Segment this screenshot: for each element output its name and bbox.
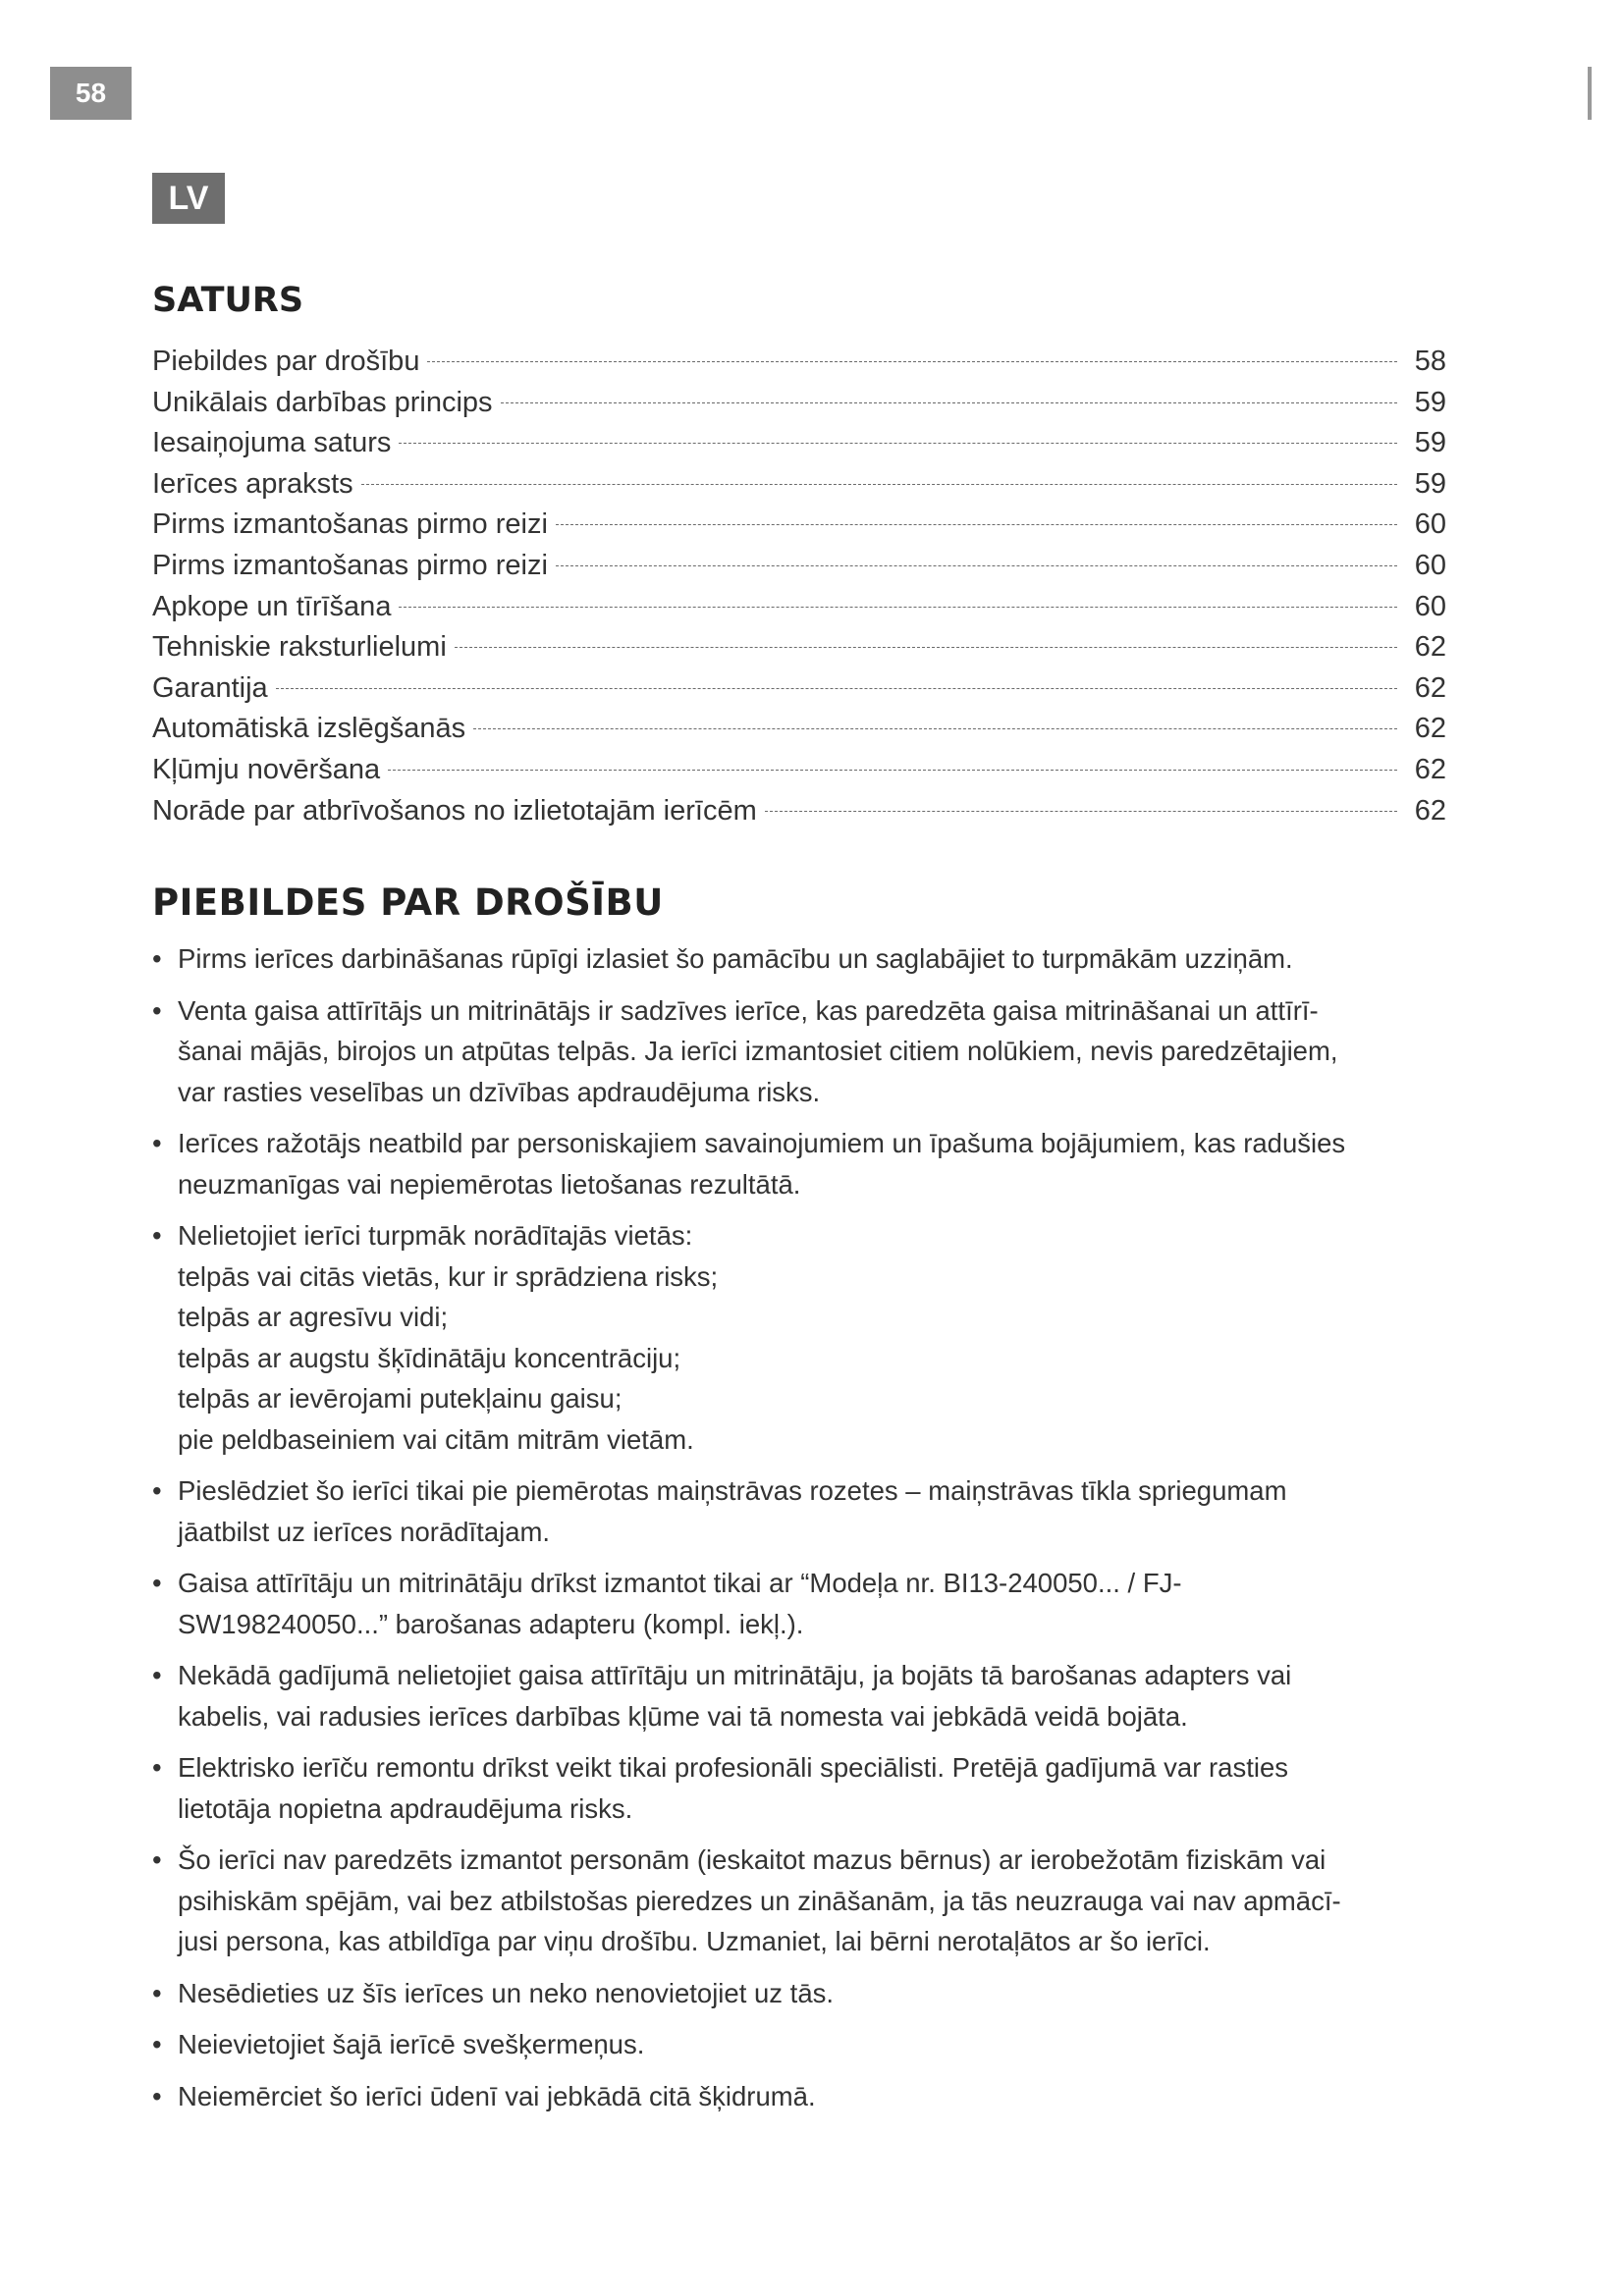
safety-item — [152, 990, 1448, 1113]
safety-section-title: PIEBILDES PAR DROŠĪBU — [152, 881, 664, 924]
safety-item — [152, 1973, 1448, 2014]
toc-entry-page: 62 — [1414, 671, 1446, 704]
toc-entry-page: 59 — [1414, 427, 1446, 459]
toc-entry-page: 62 — [1414, 753, 1446, 785]
toc-entry-label: Apkope un tīrīšana — [152, 590, 392, 622]
toc-leader-dots — [388, 770, 1397, 771]
safety-item-line: Pirms ierīces darbināšanas rūpīgi izlasiet šo pamācību un saglabājiet to turpmākām uzziņām. — [178, 943, 1293, 974]
toc-leader-dots — [501, 402, 1397, 403]
toc-entry[interactable] — [152, 387, 1446, 428]
safety-item — [152, 1655, 1448, 1736]
bullet-icon: • — [152, 1475, 162, 1506]
toc-leader-dots — [556, 524, 1397, 525]
toc-entry-label: Norāde par atbrīvošanos no izlietotajām ierīcēm — [152, 794, 757, 827]
safety-item — [152, 2076, 1448, 2117]
safety-item-line: telpās ar augstu šķīdinātāju koncentrāciju; — [178, 1342, 681, 1373]
toc-entry-page: 62 — [1414, 631, 1446, 664]
toc-entry-label: Pirms izmantošanas pirmo reizi — [152, 508, 548, 541]
safety-item — [152, 1123, 1448, 1204]
toc-entry-page: 59 — [1414, 467, 1446, 500]
toc-entry[interactable] — [152, 672, 1446, 714]
toc-leader-dots — [473, 728, 1397, 729]
safety-item-line: Gaisa attīrītāju un mitrinātāju drīkst izmantot tikai ar “Modeļa nr. BI13-240050... / FJ- — [178, 1568, 1182, 1598]
toc-entry-page: 59 — [1414, 386, 1446, 418]
toc-leader-dots — [427, 361, 1397, 362]
toc-leader-dots — [399, 607, 1397, 608]
toc-title: SATURS — [152, 281, 304, 320]
safety-item-line: Venta gaisa attīrītājs un mitrinātājs ir sadzīves ierīce, kas paredzēta gaisa mitrināšanai un attīrī- — [178, 994, 1319, 1026]
safety-item — [152, 1563, 1448, 1644]
toc-entry-label: Unikālais darbības princips — [152, 386, 493, 418]
safety-item-line: kabelis, vai radusies ierīces darbības kļūme vai tā nomesta vai jebkādā veidā bojāta. — [178, 1700, 1188, 1732]
toc-entry-page: 62 — [1414, 713, 1446, 745]
toc-entry-label: Garantija — [152, 671, 268, 704]
safety-item — [152, 1215, 1448, 1460]
bullet-icon: • — [152, 1660, 162, 1690]
toc-entry-label: Iesaiņojuma saturs — [152, 427, 392, 459]
bullet-icon: • — [152, 994, 162, 1026]
toc-leader-dots — [399, 443, 1397, 444]
toc-entry-page: 58 — [1414, 346, 1446, 377]
toc-entry-page: 60 — [1414, 508, 1446, 541]
safety-item-line: šanai mājās, birojos un atpūtas telpās. Ja ierīci izmantosiet citiem nolūkiem, nevis paredzētajiem, — [178, 1036, 1338, 1066]
safety-item-line: telpās ar agresīvu vidi; — [178, 1302, 449, 1332]
safety-item-line: telpās ar ievērojami putekļainu gaisu; — [178, 1383, 623, 1414]
toc-entry[interactable] — [152, 713, 1446, 754]
toc-entry[interactable] — [152, 795, 1446, 836]
page-number: 58 — [50, 67, 132, 120]
toc-leader-dots — [765, 811, 1397, 812]
safety-item-line: Šo ierīci nav paredzēts izmantot personām (ieskaitot mazus bērnus) ar ierobežotām fiziskām vai — [178, 1844, 1326, 1875]
safety-item-line: Elektrisko ierīču remontu drīkst veikt tikai profesionāli speciālisti. Pretējā gadījumā var rasties — [178, 1752, 1289, 1783]
toc-entry[interactable] — [152, 631, 1446, 672]
bullet-icon: • — [152, 1128, 162, 1158]
toc-entry[interactable] — [152, 754, 1446, 795]
safety-item-line: Neievietojiet šajā ierīcē svešķermeņus. — [178, 2029, 645, 2059]
safety-item-line: telpās vai citās vietās, kur ir sprādziena risks; — [178, 1260, 719, 1292]
safety-item-line: psihiskām spējām, vai bez atbilstošas pieredzes un zināšanām, ja tās neuzrauga vai nav apmācī- — [178, 1885, 1341, 1916]
bullet-icon: • — [152, 2080, 162, 2111]
toc-leader-dots — [361, 484, 1397, 485]
toc-entry-page: 60 — [1414, 590, 1446, 622]
safety-item — [152, 1747, 1448, 1829]
safety-item — [152, 2024, 1448, 2065]
safety-item-line: Nesēdieties uz šīs ierīces un neko nenovietojiet uz tās. — [178, 1977, 835, 2008]
bullet-icon: • — [152, 1752, 162, 1783]
toc-entry[interactable] — [152, 550, 1446, 591]
safety-item-line: Pieslēdziet šo ierīci tikai pie piemērotas maiņstrāvas rozetes – maiņstrāvas tīkla spriegumam — [178, 1475, 1287, 1506]
toc-entry-page: 60 — [1414, 549, 1446, 581]
bullet-icon: • — [152, 1220, 162, 1251]
bullet-icon: • — [152, 2029, 162, 2059]
safety-item-line: Nekādā gadījumā nelietojiet gaisa attīrītāju un mitrinātāju, ja bojāts tā barošanas adapters vai — [178, 1660, 1292, 1690]
toc-entry[interactable] — [152, 346, 1446, 387]
toc-entry-label: Ierīces apraksts — [152, 467, 353, 500]
toc-entry[interactable] — [152, 508, 1446, 550]
safety-item — [152, 938, 1448, 980]
safety-item-line: var rasties veselības un dzīvības apdraudējuma risks. — [178, 1076, 821, 1107]
toc-leader-dots — [276, 688, 1397, 689]
safety-item-line: pie peldbaseiniem vai citām mitrām vietām. — [178, 1423, 694, 1455]
toc-leader-dots — [556, 565, 1397, 566]
header-rule — [1588, 67, 1592, 120]
toc-entry-label: Piebildes par drošību — [152, 346, 420, 377]
safety-item-line: lietotāja nopietna apdraudējuma risks. — [178, 1792, 633, 1824]
toc-entry[interactable] — [152, 427, 1446, 468]
safety-item-line: SW198240050...” barošanas adapteru (kompl. iekļ.). — [178, 1608, 804, 1639]
bullet-icon: • — [152, 1977, 162, 2008]
safety-item-line: jusi persona, kas atbildīga par viņu drošību. Uzmaniet, lai bērni nerotaļātos ar šo ierīci. — [178, 1926, 1211, 1956]
bullet-icon: • — [152, 1844, 162, 1875]
toc-entry-label: Tehniskie raksturlielumi — [152, 631, 447, 664]
toc-entry-label: Pirms izmantošanas pirmo reizi — [152, 549, 548, 581]
toc-entry-page: 62 — [1414, 794, 1446, 827]
language-badge: LV — [152, 173, 225, 224]
safety-notes-list — [152, 938, 1448, 2127]
safety-item-line: neuzmanīgas vai nepiemērotas lietošanas rezultātā. — [178, 1168, 801, 1200]
table-of-contents — [152, 346, 1446, 835]
safety-item-line: Ierīces ražotājs neatbild par personiskajiem savainojumiem un īpašuma bojājumiem, kas radušies — [178, 1128, 1346, 1158]
bullet-icon: • — [152, 943, 162, 974]
toc-entry-label: Kļūmju novēršana — [152, 753, 381, 785]
safety-item-line: Nelietojiet ierīci turpmāk norādītajās vietās: — [178, 1220, 693, 1251]
toc-entry-label: Automātiskā izslēgšanās — [152, 713, 466, 745]
toc-entry[interactable] — [152, 591, 1446, 632]
bullet-icon: • — [152, 1568, 162, 1598]
safety-item-line: jāatbilst uz ierīces norādītajam. — [178, 1516, 551, 1547]
safety-item — [152, 1470, 1448, 1552]
toc-leader-dots — [455, 647, 1397, 648]
toc-entry[interactable] — [152, 468, 1446, 509]
safety-item — [152, 1840, 1448, 1962]
safety-item-line: Neiemērciet šo ierīci ūdenī vai jebkādā citā šķidrumā. — [178, 2080, 816, 2111]
